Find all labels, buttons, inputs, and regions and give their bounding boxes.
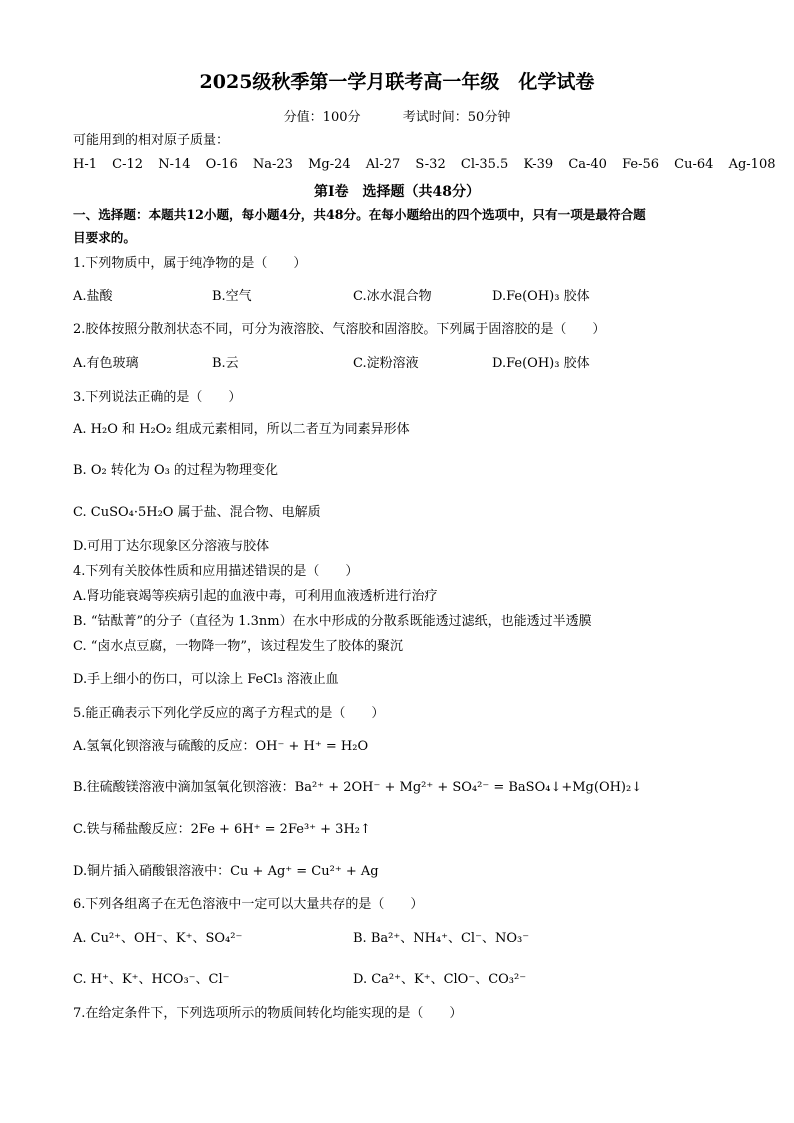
question-3-option-c: C. CuSO₄·5H₂O 属于盐、混合物、电解质 — [73, 505, 321, 520]
option-d-suffix: 胶体 — [563, 356, 590, 371]
section-instruction: 一、选择题：本题共12小题，每小题4分，共48分。在每小题给出的四个选项中，只有一项是最符合题 — [73, 207, 646, 222]
question-2-option-a: A.有色玻璃 — [73, 356, 139, 371]
atomic-mass-item: O-16 — [205, 157, 238, 172]
question-6-option-d: D. Ca²⁺、K⁺、ClO⁻、CO₃²⁻ — [353, 972, 527, 987]
atomic-mass-item: Fe-56 — [622, 157, 660, 172]
question-4-option-d: D.手上细小的伤口，可以涂上 FeCl₃ 溶液止血 — [73, 672, 339, 687]
question-2-stem: 2.胶体按照分散剂状态不同，可分为液溶胶、气溶胶和固溶胶。下列属于固溶胶的是（ ） — [73, 322, 606, 337]
atomic-mass-item: Ag-108 — [728, 157, 776, 172]
atomic-mass-label: 可能用到的相对原子质量： — [73, 133, 230, 148]
time-info: 考试时间：50分钟 — [402, 110, 511, 125]
atomic-mass-list — [73, 157, 787, 172]
question-5-stem: 5.能正确表示下列化学反应的离子方程式的是（ ） — [73, 706, 385, 721]
question-7-stem: 7.在给定条件下，下列选项所示的物质间转化均能实现的是（ ） — [73, 1006, 463, 1021]
atomic-mass-item: Na-23 — [252, 157, 293, 172]
option-d-prefix: D. — [492, 356, 507, 371]
option-d-suffix: 胶体 — [563, 289, 590, 304]
option-d-formula: Fe(OH)₃ — [506, 289, 560, 304]
question-4-option-a: A.肾功能衰竭等疾病引起的血液中毒，可利用血液透析进行治疗 — [73, 589, 438, 604]
question-2-option-c: C.淀粉溶液 — [353, 356, 419, 371]
option-d-prefix: D. — [492, 289, 507, 304]
question-5-option-b: B.往硫酸镁溶液中滴加氢氧化钡溶液：Ba²⁺ + 2OH⁻ + Mg²⁺ + SO₄²⁻ = BaSO₄↓+Mg(OH)₂↓ — [73, 780, 643, 795]
question-6-option-a: A. Cu²⁺、OH⁻、K⁺、SO₄²⁻ — [73, 931, 243, 946]
question-2-option-b: B.云 — [212, 356, 239, 371]
atomic-mass-item: Cl-35.5 — [460, 157, 509, 172]
question-5-option-d: D.铜片插入硝酸银溶液中：Cu + Ag⁺ = Cu²⁺ + Ag — [73, 864, 379, 879]
question-2-option-d — [492, 356, 590, 372]
atomic-mass-item: K-39 — [523, 157, 554, 172]
question-1-option-b: B.空气 — [212, 289, 252, 304]
atomic-mass-item: N-14 — [158, 157, 191, 172]
question-1-option-d — [492, 289, 590, 305]
question-3-option-b: B. O₂ 转化为 O₃ 的过程为物理变化 — [73, 463, 278, 478]
exam-title: 2025级秋季第一学月联考高一年级 化学试卷 — [199, 71, 595, 93]
question-5-option-c: C.铁与稀盐酸反应：2Fe + 6H⁺ = 2Fe³⁺ + 3H₂↑ — [73, 822, 371, 837]
atomic-mass-item: C-12 — [112, 157, 144, 172]
question-1-option-a: A.盐酸 — [73, 289, 113, 304]
question-6-option-b: B. Ba²⁺、NH₄⁺、Cl⁻、NO₃⁻ — [353, 931, 530, 946]
question-4-option-c: C. “卤水点豆腐，一物降一物”，该过程发生了胶体的聚沉 — [73, 639, 404, 654]
question-1-option-c: C.冰水混合物 — [353, 289, 432, 304]
atomic-mass-item: Al-27 — [365, 157, 401, 172]
question-3-stem: 3.下列说法正确的是（ ） — [73, 390, 242, 405]
section-instruction-cont: 目要求的。 — [73, 230, 136, 245]
atomic-mass-item: S-32 — [415, 157, 446, 172]
atomic-mass-item: Mg-24 — [308, 157, 351, 172]
question-1-stem: 1.下列物质中，属于纯净物的是（ ） — [73, 256, 307, 271]
option-d-formula: Fe(OH)₃ — [506, 356, 560, 371]
question-4-stem: 4.下列有关胶体性质和应用描述错误的是（ ） — [73, 564, 359, 579]
exam-info — [0, 106, 794, 125]
question-5-option-a: A.氢氧化钡溶液与硫酸的反应：OH⁻ + H⁺ = H₂O — [73, 739, 369, 754]
section-title: 第Ⅰ卷 选择题（共48分） — [313, 184, 481, 200]
question-3-option-d: D.可用丁达尔现象区分溶液与胶体 — [73, 539, 270, 554]
score-info: 分值：100分 — [283, 110, 361, 125]
question-6-stem: 6.下列各组离子在无色溶液中一定可以大量共存的是（ ） — [73, 897, 424, 912]
atomic-mass-item: H-1 — [73, 157, 98, 172]
question-6-option-c: C. H⁺、K⁺、HCO₃⁻、Cl⁻ — [73, 972, 230, 987]
atomic-mass-item: Ca-40 — [568, 157, 607, 172]
atomic-mass-item: Cu-64 — [674, 157, 714, 172]
question-4-option-b: B. “钴酞菁”的分子（直径为 1.3nm）在水中形成的分散系既能透过滤纸，也能透过半透膜 — [73, 614, 592, 629]
question-3-option-a: A. H₂O 和 H₂O₂ 组成元素相同，所以二者互为同素异形体 — [73, 422, 410, 437]
